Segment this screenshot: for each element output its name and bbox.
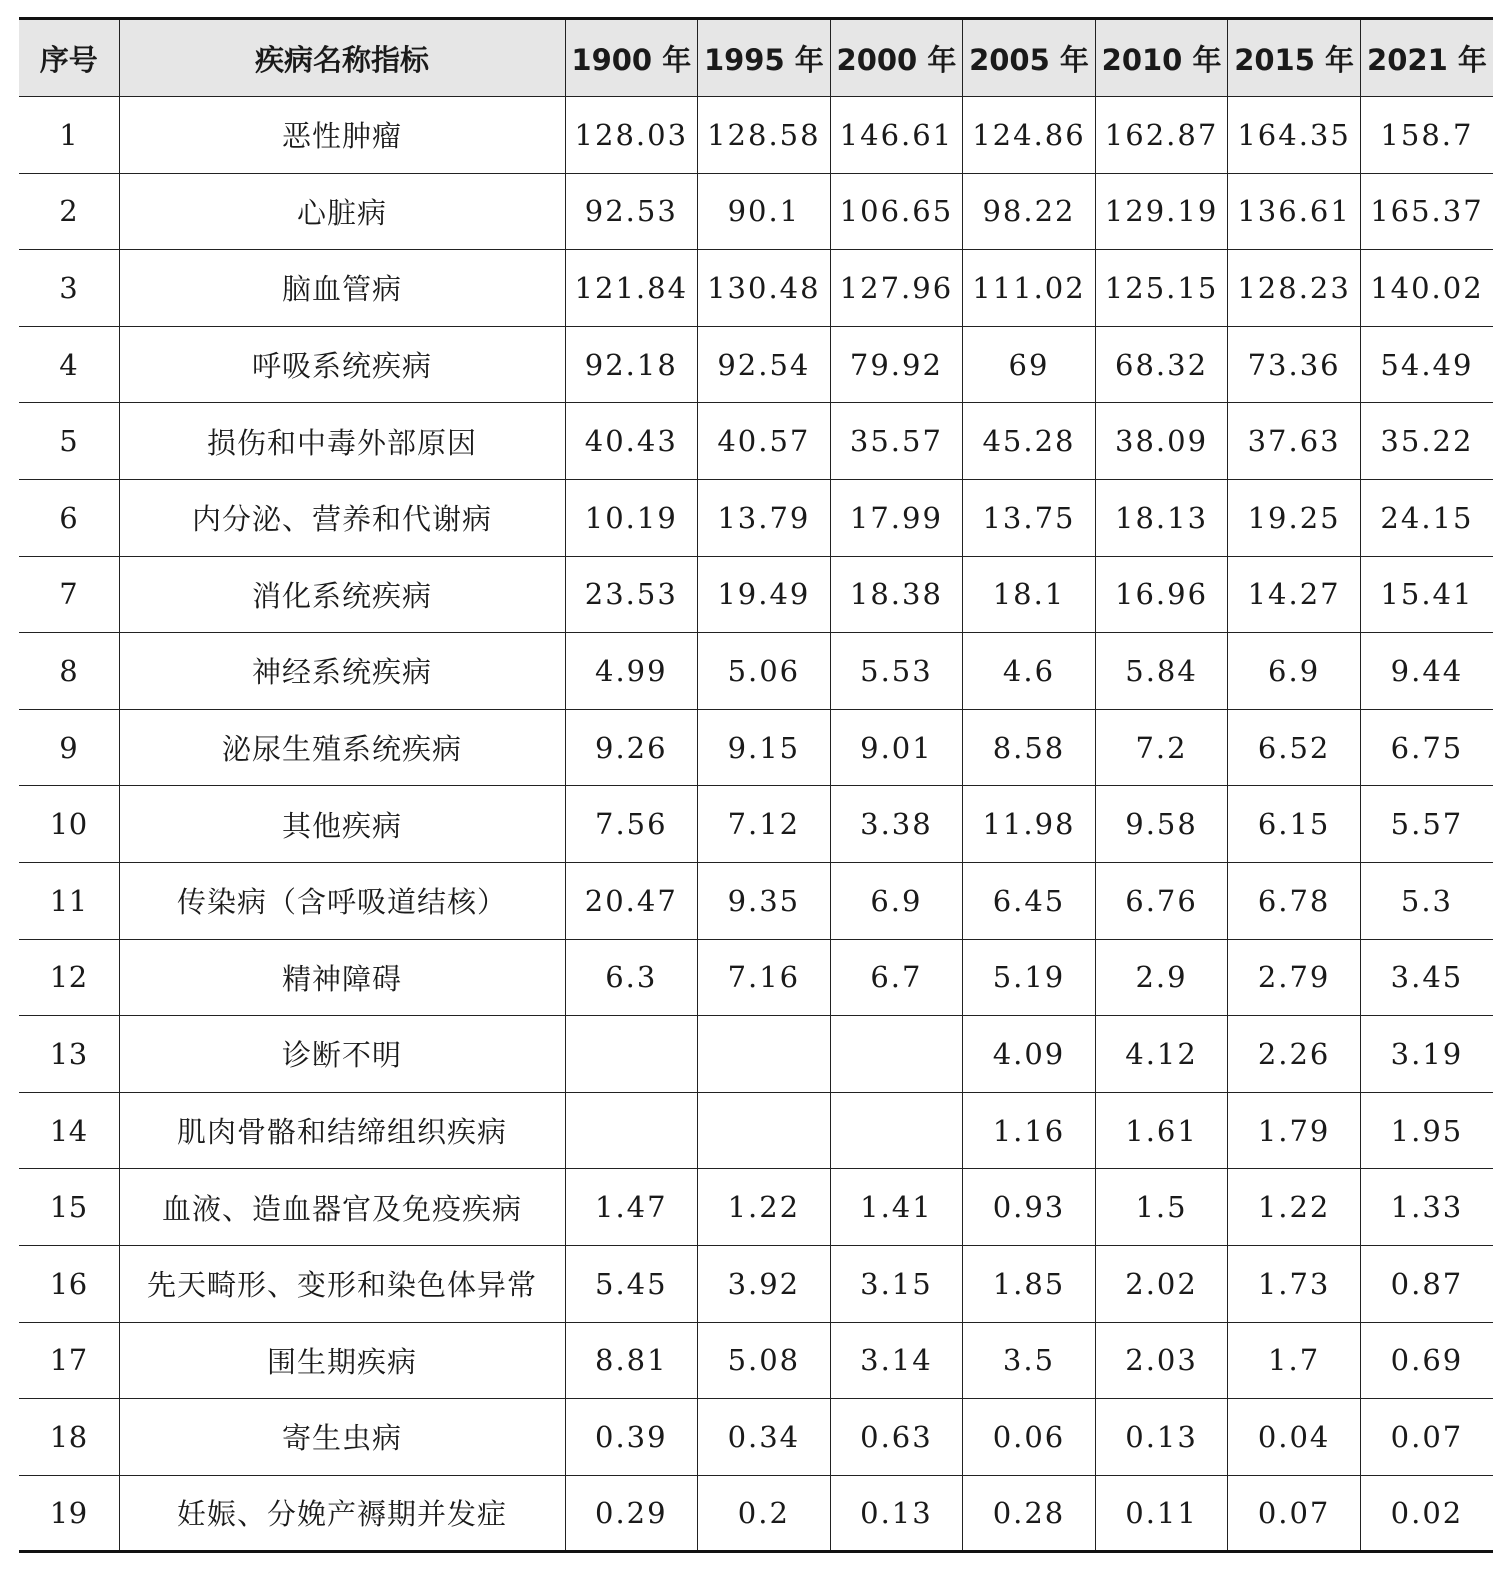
- value-cell: 4.09: [963, 1016, 1096, 1093]
- value-cell: 9.26: [565, 709, 698, 786]
- disease-name-cell: 血液、造血器官及免疫疾病: [119, 1169, 565, 1246]
- value-cell: 0.34: [698, 1399, 831, 1476]
- value-cell: 18.38: [830, 556, 963, 633]
- row-index-cell: 4: [19, 326, 119, 403]
- value-cell: 7.16: [698, 939, 831, 1016]
- value-cell: 0.39: [565, 1399, 698, 1476]
- value-cell: 2.02: [1095, 1245, 1228, 1322]
- disease-name-cell: 神经系统疾病: [119, 633, 565, 710]
- row-index-cell: 9: [19, 709, 119, 786]
- value-cell: 140.02: [1360, 250, 1493, 327]
- value-cell: 2.79: [1228, 939, 1361, 1016]
- table-row: [19, 1322, 1493, 1399]
- value-cell: 0.28: [963, 1475, 1096, 1552]
- value-cell: 35.22: [1360, 403, 1493, 480]
- value-cell: 128.03: [565, 97, 698, 174]
- table-row: [19, 862, 1493, 939]
- table-row: [19, 1016, 1493, 1093]
- value-cell: 165.37: [1360, 173, 1493, 250]
- header-year-2010: 2010 年: [1095, 19, 1228, 97]
- value-cell: 1.73: [1228, 1245, 1361, 1322]
- table-row: [19, 1399, 1493, 1476]
- value-cell: 18.1: [963, 556, 1096, 633]
- disease-name-cell: 肌肉骨骼和结缔组织疾病: [119, 1092, 565, 1169]
- value-cell: 9.35: [698, 862, 831, 939]
- value-cell: 6.75: [1360, 709, 1493, 786]
- value-cell: 1.22: [698, 1169, 831, 1246]
- row-index-cell: 14: [19, 1092, 119, 1169]
- value-cell: 40.43: [565, 403, 698, 480]
- disease-name-cell: 先天畸形、变形和染色体异常: [119, 1245, 565, 1322]
- header-year-1995: 1995 年: [698, 19, 831, 97]
- disease-name-cell: 其他疾病: [119, 786, 565, 863]
- value-cell: 13.79: [698, 479, 831, 556]
- value-cell: 0.11: [1095, 1475, 1228, 1552]
- value-cell: [830, 1016, 963, 1093]
- value-cell: 0.13: [830, 1475, 963, 1552]
- value-cell: 124.86: [963, 97, 1096, 174]
- value-cell: 4.6: [963, 633, 1096, 710]
- value-cell: 13.75: [963, 479, 1096, 556]
- table-row: [19, 786, 1493, 863]
- value-cell: 6.76: [1095, 862, 1228, 939]
- value-cell: 0.63: [830, 1399, 963, 1476]
- value-cell: 5.06: [698, 633, 831, 710]
- value-cell: 19.49: [698, 556, 831, 633]
- value-cell: 54.49: [1360, 326, 1493, 403]
- value-cell: 3.45: [1360, 939, 1493, 1016]
- row-index-cell: 5: [19, 403, 119, 480]
- header-year-2000: 2000 年: [830, 19, 963, 97]
- disease-name-cell: 精神障碍: [119, 939, 565, 1016]
- value-cell: 164.35: [1228, 97, 1361, 174]
- value-cell: [830, 1092, 963, 1169]
- value-cell: 3.5: [963, 1322, 1096, 1399]
- value-cell: 8.81: [565, 1322, 698, 1399]
- value-cell: 1.41: [830, 1169, 963, 1246]
- value-cell: 0.93: [963, 1169, 1096, 1246]
- value-cell: 0.02: [1360, 1475, 1493, 1552]
- value-cell: [698, 1016, 831, 1093]
- disease-name-cell: 围生期疾病: [119, 1322, 565, 1399]
- value-cell: 3.19: [1360, 1016, 1493, 1093]
- disease-name-cell: 损伤和中毒外部原因: [119, 403, 565, 480]
- value-cell: 45.28: [963, 403, 1096, 480]
- value-cell: [565, 1092, 698, 1169]
- value-cell: 3.14: [830, 1322, 963, 1399]
- value-cell: 9.15: [698, 709, 831, 786]
- table-row: [19, 556, 1493, 633]
- header-year-2005: 2005 年: [963, 19, 1096, 97]
- value-cell: 2.9: [1095, 939, 1228, 1016]
- row-index-cell: 15: [19, 1169, 119, 1246]
- value-cell: 92.53: [565, 173, 698, 250]
- value-cell: 14.27: [1228, 556, 1361, 633]
- value-cell: 7.2: [1095, 709, 1228, 786]
- value-cell: 0.13: [1095, 1399, 1228, 1476]
- value-cell: 1.79: [1228, 1092, 1361, 1169]
- value-cell: 92.18: [565, 326, 698, 403]
- disease-name-cell: 寄生虫病: [119, 1399, 565, 1476]
- value-cell: 1.61: [1095, 1092, 1228, 1169]
- value-cell: 69: [963, 326, 1096, 403]
- table-row: [19, 1475, 1493, 1552]
- table-row: [19, 939, 1493, 1016]
- value-cell: 17.99: [830, 479, 963, 556]
- value-cell: [698, 1092, 831, 1169]
- value-cell: 6.9: [1228, 633, 1361, 710]
- value-cell: 6.9: [830, 862, 963, 939]
- row-index-cell: 1: [19, 97, 119, 174]
- row-index-cell: 19: [19, 1475, 119, 1552]
- row-index-cell: 7: [19, 556, 119, 633]
- disease-name-cell: 脑血管病: [119, 250, 565, 327]
- row-index-cell: 18: [19, 1399, 119, 1476]
- value-cell: 1.22: [1228, 1169, 1361, 1246]
- value-cell: 111.02: [963, 250, 1096, 327]
- header-row: [19, 19, 1493, 97]
- row-index-cell: 16: [19, 1245, 119, 1322]
- value-cell: 125.15: [1095, 250, 1228, 327]
- value-cell: 0.69: [1360, 1322, 1493, 1399]
- row-index-cell: 2: [19, 173, 119, 250]
- value-cell: 90.1: [698, 173, 831, 250]
- value-cell: 130.48: [698, 250, 831, 327]
- disease-mortality-table: [19, 17, 1493, 1553]
- value-cell: 6.52: [1228, 709, 1361, 786]
- value-cell: 158.7: [1360, 97, 1493, 174]
- value-cell: 15.41: [1360, 556, 1493, 633]
- value-cell: 6.78: [1228, 862, 1361, 939]
- value-cell: 5.08: [698, 1322, 831, 1399]
- value-cell: 5.57: [1360, 786, 1493, 863]
- row-index-cell: 10: [19, 786, 119, 863]
- value-cell: 10.19: [565, 479, 698, 556]
- row-index-cell: 17: [19, 1322, 119, 1399]
- value-cell: 0.07: [1360, 1399, 1493, 1476]
- header-year-1900: 1900 年: [565, 19, 698, 97]
- disease-name-cell: 诊断不明: [119, 1016, 565, 1093]
- value-cell: 92.54: [698, 326, 831, 403]
- table-row: [19, 326, 1493, 403]
- disease-name-cell: 恶性肿瘤: [119, 97, 565, 174]
- value-cell: 1.47: [565, 1169, 698, 1246]
- row-index-cell: 12: [19, 939, 119, 1016]
- table-row: [19, 173, 1493, 250]
- row-index-cell: 3: [19, 250, 119, 327]
- disease-table-container: [19, 17, 1493, 1553]
- value-cell: 5.53: [830, 633, 963, 710]
- value-cell: 6.3: [565, 939, 698, 1016]
- row-index-cell: 8: [19, 633, 119, 710]
- value-cell: 19.25: [1228, 479, 1361, 556]
- table-header: [19, 19, 1493, 97]
- disease-name-cell: 心脏病: [119, 173, 565, 250]
- value-cell: 23.53: [565, 556, 698, 633]
- row-index-cell: 6: [19, 479, 119, 556]
- value-cell: 7.12: [698, 786, 831, 863]
- disease-name-cell: 传染病（含呼吸道结核）: [119, 862, 565, 939]
- header-year-2021: 2021 年: [1360, 19, 1493, 97]
- disease-name-cell: 泌尿生殖系统疾病: [119, 709, 565, 786]
- value-cell: 37.63: [1228, 403, 1361, 480]
- value-cell: 6.15: [1228, 786, 1361, 863]
- table-row: [19, 97, 1493, 174]
- value-cell: 5.84: [1095, 633, 1228, 710]
- value-cell: 73.36: [1228, 326, 1361, 403]
- value-cell: 121.84: [565, 250, 698, 327]
- value-cell: 24.15: [1360, 479, 1493, 556]
- value-cell: 9.44: [1360, 633, 1493, 710]
- value-cell: 1.16: [963, 1092, 1096, 1169]
- disease-name-cell: 消化系统疾病: [119, 556, 565, 633]
- table-row: [19, 1245, 1493, 1322]
- table-row: [19, 403, 1493, 480]
- value-cell: 0.07: [1228, 1475, 1361, 1552]
- header-disease-name: 疾病名称指标: [119, 19, 565, 97]
- value-cell: 1.5: [1095, 1169, 1228, 1246]
- value-cell: 0.06: [963, 1399, 1096, 1476]
- table-row: [19, 479, 1493, 556]
- value-cell: 4.99: [565, 633, 698, 710]
- value-cell: 3.15: [830, 1245, 963, 1322]
- table-body: [19, 97, 1493, 1552]
- table-row: [19, 709, 1493, 786]
- value-cell: 16.96: [1095, 556, 1228, 633]
- value-cell: 11.98: [963, 786, 1096, 863]
- value-cell: 162.87: [1095, 97, 1228, 174]
- value-cell: 6.45: [963, 862, 1096, 939]
- table-row: [19, 250, 1493, 327]
- disease-name-cell: 内分泌、营养和代谢病: [119, 479, 565, 556]
- value-cell: 79.92: [830, 326, 963, 403]
- value-cell: 20.47: [565, 862, 698, 939]
- value-cell: 2.03: [1095, 1322, 1228, 1399]
- row-index-cell: 11: [19, 862, 119, 939]
- table-row: [19, 1169, 1493, 1246]
- value-cell: 5.19: [963, 939, 1096, 1016]
- disease-name-cell: 呼吸系统疾病: [119, 326, 565, 403]
- value-cell: 9.58: [1095, 786, 1228, 863]
- value-cell: 9.01: [830, 709, 963, 786]
- row-index-cell: 13: [19, 1016, 119, 1093]
- value-cell: [565, 1016, 698, 1093]
- value-cell: 38.09: [1095, 403, 1228, 480]
- value-cell: 136.61: [1228, 173, 1361, 250]
- value-cell: 129.19: [1095, 173, 1228, 250]
- value-cell: 1.95: [1360, 1092, 1493, 1169]
- value-cell: 4.12: [1095, 1016, 1228, 1093]
- header-index: 序号: [19, 19, 119, 97]
- header-year-2015: 2015 年: [1228, 19, 1361, 97]
- value-cell: 1.7: [1228, 1322, 1361, 1399]
- value-cell: 0.87: [1360, 1245, 1493, 1322]
- value-cell: 68.32: [1095, 326, 1228, 403]
- value-cell: 5.3: [1360, 862, 1493, 939]
- value-cell: 6.7: [830, 939, 963, 1016]
- value-cell: 2.26: [1228, 1016, 1361, 1093]
- value-cell: 0.2: [698, 1475, 831, 1552]
- value-cell: 128.23: [1228, 250, 1361, 327]
- value-cell: 1.85: [963, 1245, 1096, 1322]
- value-cell: 3.92: [698, 1245, 831, 1322]
- value-cell: 40.57: [698, 403, 831, 480]
- disease-name-cell: 妊娠、分娩产褥期并发症: [119, 1475, 565, 1552]
- table-row: [19, 633, 1493, 710]
- value-cell: 8.58: [963, 709, 1096, 786]
- value-cell: 7.56: [565, 786, 698, 863]
- value-cell: 128.58: [698, 97, 831, 174]
- value-cell: 18.13: [1095, 479, 1228, 556]
- value-cell: 98.22: [963, 173, 1096, 250]
- value-cell: 0.29: [565, 1475, 698, 1552]
- value-cell: 127.96: [830, 250, 963, 327]
- value-cell: 0.04: [1228, 1399, 1361, 1476]
- value-cell: 35.57: [830, 403, 963, 480]
- value-cell: 5.45: [565, 1245, 698, 1322]
- value-cell: 1.33: [1360, 1169, 1493, 1246]
- table-row: [19, 1092, 1493, 1169]
- value-cell: 146.61: [830, 97, 963, 174]
- value-cell: 3.38: [830, 786, 963, 863]
- value-cell: 106.65: [830, 173, 963, 250]
